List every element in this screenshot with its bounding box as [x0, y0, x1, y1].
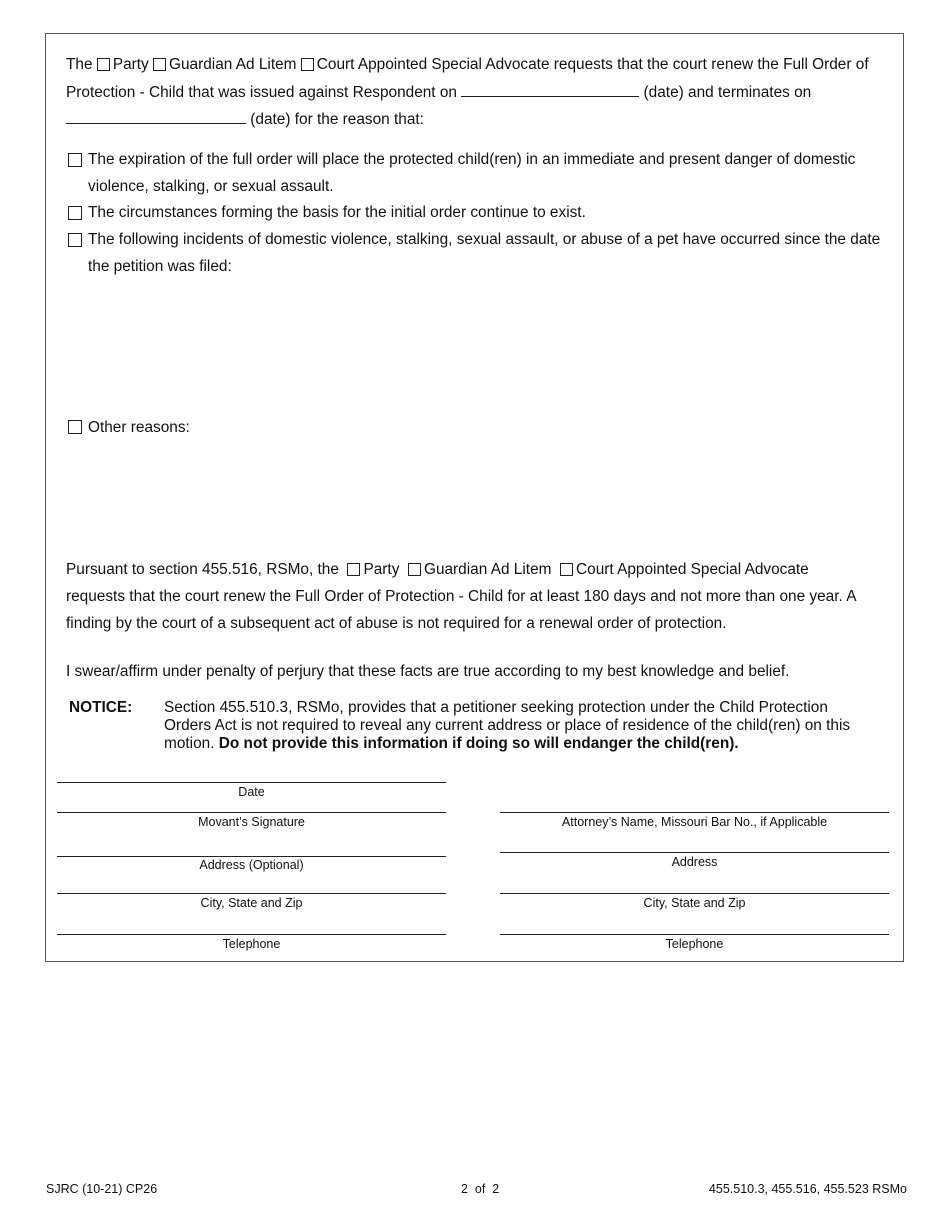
notice-label: NOTICE:: [69, 699, 133, 716]
notice-text: Section 455.510.3, RSMo, provides that a petitioner seeking protection under the Child Protection Orders Act is not required to reveal any current address or place of residence of the child(ren) on this motion. Do not provide this information if doing so will endanger the child(ren).: [164, 699, 851, 752]
attorney-address-line[interactable]: [500, 852, 889, 853]
swear-statement: I swear/affirm under penalty of perjury that these facts are true according to my best knowledge and belief.: [66, 663, 790, 680]
telephone-label: Telephone: [222, 937, 281, 951]
party-checkbox[interactable]: [97, 58, 110, 71]
reason-other-text: Other reasons:: [88, 419, 190, 436]
reason-circumstances-text: The circumstances forming the basis for the initial order continue to exist.: [88, 204, 586, 221]
reason-danger-text-cont: violence, stalking, or sexual assault.: [88, 178, 334, 195]
issued-date-field[interactable]: [461, 82, 639, 97]
request-line-1: The Party Guardian Ad Litem Court Appointed Special Advocate requests that the court renew the Full Order of: [66, 56, 869, 73]
termination-date-field[interactable]: [66, 109, 246, 124]
pursuant-line-3: finding by the court of a subsequent act of abuse is not required for a renewal order of protection.: [66, 615, 727, 632]
casa-checkbox[interactable]: [301, 58, 314, 71]
reason-danger-text: The expiration of the full order will place the protected child(ren) in an immediate and present danger of domestic: [88, 151, 856, 168]
reason-other-checkbox[interactable]: [68, 420, 82, 434]
pursuant-casa-checkbox[interactable]: [560, 563, 573, 576]
reason-incidents-text-cont: the petition was filed:: [88, 258, 232, 275]
date-line[interactable]: [57, 782, 446, 783]
form-id: SJRC (10-21) CP26: [46, 1182, 158, 1196]
address-label: Address (Optional): [199, 858, 304, 872]
pursuant-line-1: Pursuant to section 455.516, RSMo, the Party Guardian Ad Litem Court Appointed Special Advocate: [66, 561, 809, 578]
reason-circumstances-checkbox[interactable]: [68, 206, 82, 220]
request-line-3: (date) for the reason that:: [66, 109, 424, 130]
attorney-address-label: Address: [671, 855, 718, 869]
attorney-city-label: City, State and Zip: [643, 896, 746, 910]
city-line[interactable]: [57, 893, 446, 894]
page-number: 2 of 2: [461, 1182, 500, 1196]
reason-incidents-text: The following incidents of domestic violence, stalking, sexual assault, or abuse of a pet have occurred since the date: [88, 231, 881, 248]
attorney-telephone-label: Telephone: [665, 937, 724, 951]
city-label: City, State and Zip: [200, 896, 303, 910]
telephone-line[interactable]: [57, 934, 446, 935]
pursuant-party-checkbox[interactable]: [347, 563, 360, 576]
pursuant-guardian-checkbox[interactable]: [408, 563, 421, 576]
pursuant-line-2: requests that the court renew the Full Order of Protection - Child for at least 180 days and not more than one year. A: [66, 588, 857, 605]
attorney-label: Attorney’s Name, Missouri Bar No., if Applicable: [561, 815, 828, 829]
attorney-city-line[interactable]: [500, 893, 889, 894]
movant-signature-label: Movant’s Signature: [198, 815, 305, 829]
statute-references: 455.510.3, 455.516, 455.523 RSMo: [708, 1182, 907, 1196]
request-line-2: Protection - Child that was issued against Respondent on (date) and terminates on: [66, 84, 812, 101]
date-label: Date: [238, 785, 265, 799]
attorney-telephone-line[interactable]: [500, 934, 889, 935]
reason-incidents-checkbox[interactable]: [68, 233, 82, 247]
movant-signature-line[interactable]: [57, 812, 446, 813]
attorney-line[interactable]: [500, 812, 889, 813]
reason-danger-checkbox[interactable]: [68, 153, 82, 167]
guardian-ad-litem-checkbox[interactable]: [153, 58, 166, 71]
